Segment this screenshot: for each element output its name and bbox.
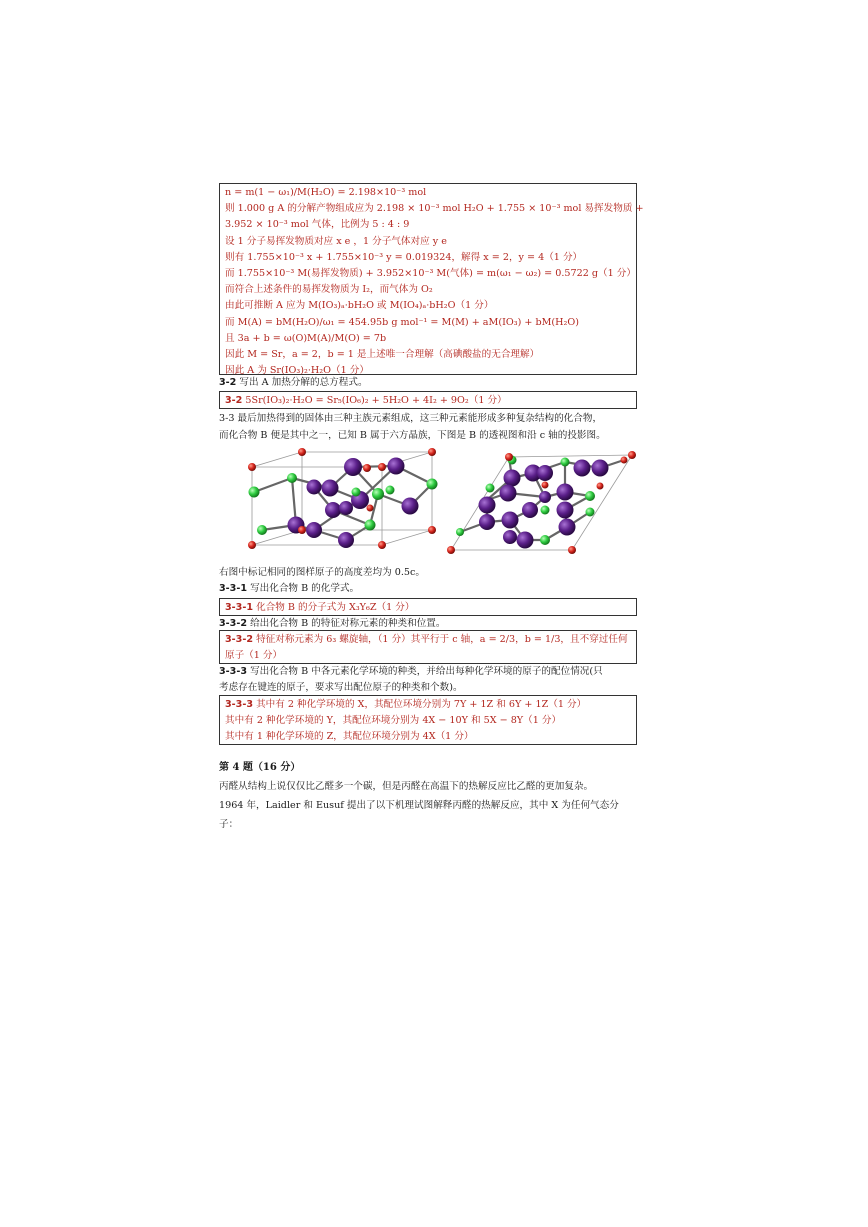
answer-text: 其中有 2 种化学环境的 Y，其配位环境分别为 4X − 10Y 和 5X − 8Y（1 分） <box>225 715 562 727</box>
answer-label: 3-3-2 <box>225 634 253 645</box>
answer-box-3-3-3 <box>219 695 637 745</box>
question-label: 3-3-3 <box>219 666 247 677</box>
question-text: 写出化合物 B 的化学式。 <box>250 583 360 594</box>
question-label: 3-2 <box>219 377 237 388</box>
perspective-view <box>248 448 438 549</box>
answer-line: 而符合上述条件的易挥发物质为 I₂，而气体为 O₂ <box>225 284 433 296</box>
answer-text: 其中有 1 种化学环境的 Z，其配位环境分别为 4X（1 分） <box>225 731 474 743</box>
answer-line: n = m(1 − ω₁)/M(H₂O) = 2.198×10⁻³ mol <box>225 187 427 198</box>
question-3-3-3-cont: 考虑存在键连的原子，要求写出配位原子的种类和个数)。 <box>219 682 463 693</box>
answer-label: 3-2 <box>225 395 243 406</box>
figure-note: 右图中标记相同的图样原子的高度差均为 0.5c。 <box>219 567 425 578</box>
answer-label: 3-3-1 <box>225 602 253 613</box>
question-3-3-intro-2: 而化合物 B 便是其中之一，已知 B 属于六方晶族，下图是 B 的透视图和沿 c 轴的投影图。 <box>219 430 606 441</box>
question-3-2 <box>219 375 368 391</box>
question-4-heading: 第 4 题（16 分） <box>219 762 301 773</box>
answer-text: 其中有 2 种化学环境的 X，其配位环境分别为 7Y + 1Z 和 6Y + 1Z（1 分） <box>256 699 587 710</box>
answer-line: 且 3a + b = ω(O)M(A)/M(O) = 7b <box>225 332 387 344</box>
question-4-text-3: 子： <box>219 819 239 830</box>
question-3-3-3 <box>219 664 603 680</box>
answer-box-3-3-1 <box>219 598 637 616</box>
answer-line: 而 M(A) = bM(H₂O)/ω₁ = 454.95b g mol⁻¹ = M(M) + aM(IO₃) + bM(H₂O) <box>225 316 579 328</box>
answer-line: 设 1 分子易挥发物质对应 x e ，1 分子气体对应 y e <box>225 235 447 247</box>
answer-line: 则 1.000 g A 的分解产物组成应为 2.198 × 10⁻³ mol H₂O + 1.755 × 10⁻³ mol 易挥发物质 + <box>225 203 644 215</box>
answer-label: 3-3-3 <box>225 699 253 710</box>
answer-box-3-1 <box>219 183 644 377</box>
answer-text: 原子（1 分） <box>225 650 283 662</box>
answer-text: 化合物 B 的分子式为 X₃Y₆Z（1 分） <box>256 602 415 613</box>
question-4-text-1: 丙醛从结构上说仅仅比乙醛多一个碳，但是丙醛在高温下的热解反应比乙醛的更加复杂。 <box>219 781 594 792</box>
question-label: 3-3-1 <box>219 583 247 594</box>
question-label: 3-3-2 <box>219 618 247 629</box>
answer-text: 5Sr(IO₃)₂·H₂O = Sr₅(IO₆)₂ + 5H₂O + 4I₂ + 9O₂（1 分） <box>245 395 507 406</box>
answer-line: 则有 1.755×10⁻³ x + 1.755×10⁻³ y = 0.019324，解得 x = 2，y = 4（1 分） <box>225 251 583 263</box>
question-3-3-1 <box>219 581 359 597</box>
answer-line: 由此可推断 A 应为 M(IO₃)ₐ·bH₂O 或 M(IO₄)ₐ·bH₂O（1 分） <box>225 300 494 312</box>
answer-box-3-2 <box>219 391 637 409</box>
question-4-text-2: 1964 年，Laidler 和 Eusuf 提出了以下机理试图解释丙醛的热解反应，其中 X 为任何气态分 <box>219 800 619 811</box>
answer-text: 特征对称元素为 6₃ 螺旋轴，（1 分）其平行于 c 轴，a = 2/3，b = 1/3，且不穿过任何 <box>256 634 628 645</box>
answer-box-3-3-2 <box>219 630 637 664</box>
question-3-3-intro-1: 3-3 最后加热得到的固体由三种主族元素组成，这三种元素能形成多种复杂结构的化合物， <box>219 413 603 424</box>
answer-line: 而 1.755×10⁻³ M(易挥发物质) + 3.952×10⁻³ M(气体) = m(ω₁ − ω₂) = 0.5722 g（1 分） <box>225 268 636 280</box>
answer-line: 因此 A 为 Sr(IO₃)₂·H₂O（1 分） <box>225 365 369 377</box>
question-text: 写出 A 加热分解的总方程式。 <box>239 377 368 388</box>
answer-line: 3.952 × 10⁻³ mol 气体，比例为 5 : 4 : 9 <box>225 219 410 231</box>
question-text: 写出化合物 B 中各元素化学环境的种类，并给出每种化学环境的原子的配位情况(只 <box>250 666 603 677</box>
answer-line: 因此 M = Sr，a = 2，b = 1 是上述唯一合理解（高碘酸盐的无合理解） <box>225 349 540 361</box>
question-text: 给出化合物 B 的特征对称元素的种类和位置。 <box>250 618 446 629</box>
projection-view-c-axis <box>447 451 636 554</box>
